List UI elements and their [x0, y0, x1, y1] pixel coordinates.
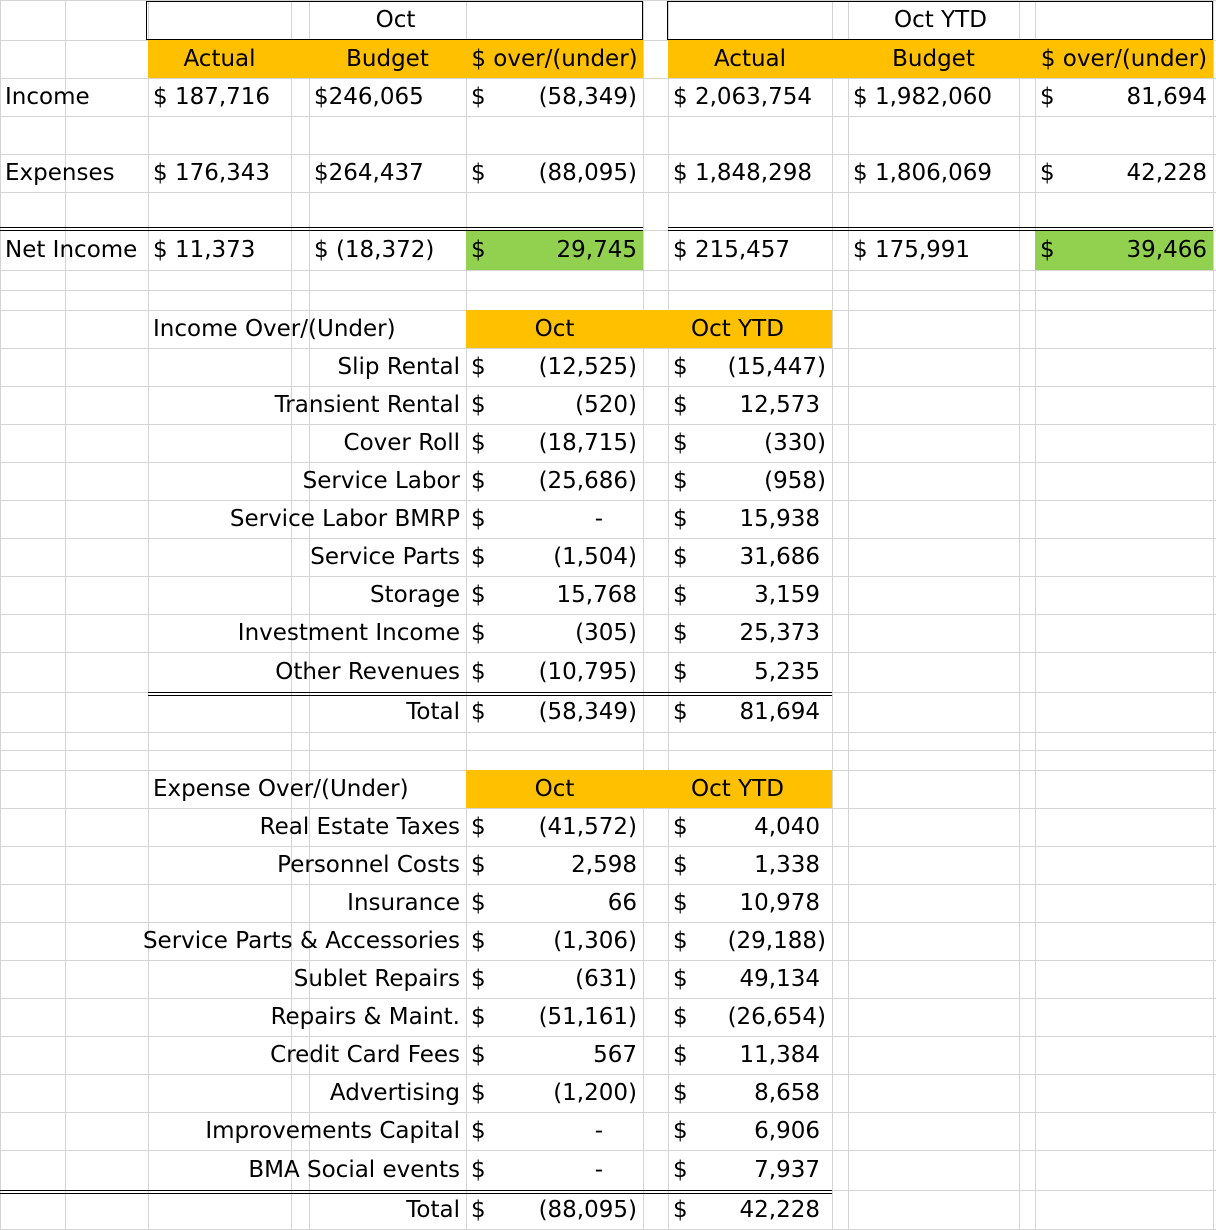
expense-detail-row-ytd-symbol[interactable]: $ [673, 1042, 688, 1068]
expense-detail-row-ytd-value[interactable]: 10,978 [739, 890, 820, 916]
income-detail-row-oct-symbol[interactable]: $ [471, 659, 486, 685]
income-ytd-budget[interactable]: $ 1,982,060 [853, 84, 992, 110]
net-income-oct-over[interactable]: 29,745 [556, 237, 637, 263]
income-detail-row-ytd-symbol[interactable]: $ [673, 392, 688, 418]
expense-detail-row-ytd-value[interactable]: 8,658 [754, 1080, 820, 1106]
income-detail-row-ytd-value[interactable]: 25,373 [739, 620, 820, 646]
expense-detail-ytd-header[interactable]: Oct YTD [691, 776, 784, 802]
income-detail-row-ytd-value[interactable]: 3,159 [754, 582, 820, 608]
expense-detail-row-label[interactable]: Advertising [329, 1080, 460, 1106]
net-income-oct-over-symbol[interactable]: $ [471, 237, 486, 263]
expense-detail-row-label[interactable]: Credit Card Fees [270, 1042, 460, 1068]
expense-detail-row-label[interactable]: Insurance [347, 890, 460, 916]
income-ytd-over[interactable]: 81,694 [1126, 84, 1207, 110]
expense-detail-row-label[interactable]: Real Estate Taxes [259, 814, 460, 840]
expense-detail-row-oct-symbol[interactable]: $ [471, 1157, 486, 1183]
oct-budget-header[interactable]: Budget [346, 46, 429, 72]
expense-detail-row-ytd-value[interactable]: 7,937 [754, 1157, 820, 1183]
oct-actual-header[interactable]: Actual [183, 46, 256, 72]
income-detail-total-ytd-symbol[interactable]: $ [673, 699, 688, 725]
net-income-ytd-budget[interactable]: $ 175,991 [853, 237, 971, 263]
income-detail-row-label[interactable]: Storage [370, 582, 460, 608]
income-detail-row-ytd-symbol[interactable]: $ [673, 468, 688, 494]
income-detail-row-oct-symbol[interactable]: $ [471, 582, 486, 608]
income-detail-row-oct-symbol[interactable]: $ [471, 620, 486, 646]
expense-detail-row-ytd-value[interactable]: 6,906 [754, 1118, 820, 1144]
ytd-actual-header[interactable]: Actual [713, 46, 787, 72]
net-income-rule-1 [0, 227, 643, 228]
expense-detail-row-ytd-value[interactable]: 4,040 [754, 814, 820, 840]
net-income-label[interactable]: Net Income [5, 237, 138, 263]
expense-detail-row-oct-value[interactable]: (41,572) [538, 814, 637, 840]
oct-group-header[interactable]: Oct [375, 7, 416, 33]
income-detail-row-ytd-value[interactable]: 15,938 [739, 506, 820, 532]
expense-detail-row-ytd-value[interactable]: (26,654) [727, 1004, 826, 1030]
expense-detail-total-oct-value[interactable]: (88,095) [538, 1196, 637, 1223]
expense-detail-row-label[interactable]: Repairs & Maint. [270, 1004, 460, 1030]
income-detail-row-label[interactable]: Other Revenues [275, 659, 460, 685]
expense-detail-row-oct-value[interactable]: (1,200) [553, 1080, 637, 1106]
expense-detail-total-rule-left-1 [0, 1190, 148, 1191]
expenses-label[interactable]: Expenses [5, 160, 115, 186]
net-income-ytd-actual[interactable]: $ 215,457 [673, 237, 791, 263]
income-label[interactable]: Income [5, 84, 90, 110]
expense-detail-row-oct-symbol[interactable]: $ [471, 1080, 486, 1106]
income-detail-row-ytd-value[interactable]: (15,447) [727, 354, 826, 380]
expense-detail-row-label[interactable]: Sublet Repairs [293, 966, 460, 992]
income-detail-row-oct-symbol[interactable]: $ [471, 468, 486, 494]
expense-detail-row-oct-symbol[interactable]: $ [471, 852, 486, 878]
income-detail-row-oct-value[interactable]: (10,795) [538, 659, 637, 685]
income-detail-row-ytd-symbol[interactable]: $ [673, 430, 688, 456]
net-income-rule-2 [0, 230, 643, 231]
ytd-over-header[interactable]: $ over/(under) [1040, 46, 1208, 72]
income-detail-row-oct-value[interactable]: (12,525) [538, 354, 637, 380]
net-income-ytd-over[interactable]: 39,466 [1126, 237, 1207, 263]
expense-detail-row-ytd-value[interactable]: 11,384 [739, 1042, 820, 1068]
expense-detail-oct-header[interactable]: Oct [534, 776, 575, 802]
expense-detail-total-rule-left-2 [0, 1193, 148, 1194]
income-detail-row-ytd-value[interactable]: (958) [764, 468, 826, 494]
oct-group-border-left [146, 1, 147, 40]
expense-detail-row-ytd-symbol[interactable]: $ [673, 928, 688, 954]
income-detail-row-ytd-value[interactable]: 12,573 [739, 392, 820, 418]
grid-row-line [0, 290, 1216, 291]
income-detail-total-label[interactable]: Total [406, 699, 460, 725]
income-detail-row-oct-value[interactable]: (520) [575, 392, 637, 418]
income-detail-row-label[interactable]: Investment Income [237, 620, 460, 646]
income-ytd-over-symbol[interactable]: $ [1040, 84, 1055, 110]
expense-detail-row-oct-symbol[interactable]: $ [471, 1004, 486, 1030]
expenses-oct-over-symbol[interactable]: $ [471, 160, 486, 186]
income-detail-row-ytd-value[interactable]: 5,235 [754, 659, 820, 685]
income-detail-row-ytd-symbol[interactable]: $ [673, 506, 688, 532]
expense-detail-row-oct-value[interactable]: - [594, 1118, 603, 1144]
income-detail-row-label[interactable]: Cover Roll [343, 430, 460, 456]
expense-detail-row-ytd-symbol[interactable]: $ [673, 1157, 688, 1183]
income-detail-row-oct-symbol[interactable]: $ [471, 506, 486, 532]
income-detail-oct-header[interactable]: Oct [534, 316, 575, 342]
income-detail-row-oct-symbol[interactable]: $ [471, 392, 486, 418]
expenses-ytd-over-symbol[interactable]: $ [1040, 160, 1055, 186]
net-income-ytd-rule-2 [668, 230, 1213, 231]
income-detail-row-ytd-value[interactable]: 31,686 [739, 544, 820, 570]
income-detail-row-oct-value[interactable]: 15,768 [556, 582, 637, 608]
expense-detail-row-oct-value[interactable]: 567 [593, 1042, 637, 1068]
expense-detail-row-oct-value[interactable]: (51,161) [538, 1004, 637, 1030]
expense-detail-row-oct-value[interactable]: - [594, 1157, 603, 1183]
income-detail-total-oct-value[interactable]: (58,349) [538, 699, 637, 725]
expenses-oct-budget[interactable]: $264,437 [314, 160, 424, 186]
income-detail-total-oct-symbol[interactable]: $ [471, 699, 486, 725]
expense-detail-row-oct-symbol[interactable]: $ [471, 1042, 486, 1068]
income-detail-row-label[interactable]: Transient Rental [274, 392, 460, 418]
expense-detail-row-oct-symbol[interactable]: $ [471, 966, 486, 992]
expense-detail-row-oct-value[interactable]: (1,306) [553, 928, 637, 954]
income-detail-row-oct-symbol[interactable]: $ [471, 354, 486, 380]
expense-detail-row-label[interactable]: Improvements Capital [205, 1118, 460, 1144]
income-detail-row-oct-symbol[interactable]: $ [471, 430, 486, 456]
ytd-budget-header[interactable]: Budget [892, 46, 975, 72]
grid-row-line [0, 116, 1216, 117]
net-income-ytd-over-symbol[interactable]: $ [1040, 237, 1055, 263]
income-detail-row-oct-value[interactable]: (25,686) [538, 468, 637, 494]
expense-detail-row-ytd-symbol[interactable]: $ [673, 1118, 688, 1144]
grid-row-line [0, 750, 1216, 751]
expense-detail-row-ytd-symbol[interactable]: $ [673, 890, 688, 916]
expense-detail-row-ytd-symbol[interactable]: $ [673, 814, 688, 840]
expense-detail-row-oct-symbol[interactable]: $ [471, 1118, 486, 1144]
expenses-ytd-actual[interactable]: $ 1,848,298 [673, 160, 812, 186]
expense-detail-row-oct-value[interactable]: 66 [607, 890, 637, 916]
expense-detail-row-ytd-symbol[interactable]: $ [673, 966, 688, 992]
income-oct-over[interactable]: (58,349) [538, 84, 637, 110]
expense-detail-row-label[interactable]: Service Parts & Accessories [142, 928, 460, 954]
income-detail-row-ytd-symbol[interactable]: $ [673, 544, 688, 570]
expense-detail-title[interactable]: Expense Over/(Under) [153, 776, 409, 802]
expense-detail-row-label[interactable]: Personnel Costs [277, 852, 460, 878]
income-detail-row-oct-value[interactable]: (1,504) [553, 544, 637, 570]
expenses-ytd-budget[interactable]: $ 1,806,069 [853, 160, 992, 186]
expense-detail-row-ytd-symbol[interactable]: $ [673, 1080, 688, 1106]
income-detail-row-ytd-value[interactable]: (330) [764, 430, 826, 456]
income-detail-row-ytd-symbol[interactable]: $ [673, 354, 688, 380]
oct-over-header[interactable]: $ over/(under) [471, 46, 638, 72]
expenses-ytd-over[interactable]: 42,228 [1126, 160, 1207, 186]
expense-detail-row-ytd-value[interactable]: (29,188) [727, 928, 826, 954]
grid-row-line [0, 270, 1216, 271]
income-detail-row-label[interactable]: Service Labor [302, 468, 460, 494]
income-detail-row-label[interactable]: Service Parts [310, 544, 460, 570]
expense-detail-total-ytd-value[interactable]: 42,228 [739, 1196, 820, 1223]
expense-detail-row-ytd-symbol[interactable]: $ [673, 1004, 688, 1030]
income-detail-row-ytd-symbol[interactable]: $ [673, 620, 688, 646]
ytd-group-header[interactable]: Oct YTD [894, 7, 987, 33]
expense-detail-total-oct-symbol[interactable]: $ [471, 1196, 486, 1223]
expense-detail-total-label[interactable]: Total [406, 1196, 460, 1223]
expense-detail-row-ytd-symbol[interactable]: $ [673, 852, 688, 878]
expense-detail-row-oct-value[interactable]: 2,598 [571, 852, 637, 878]
income-oct-over-symbol[interactable]: $ [471, 84, 486, 110]
income-detail-row-oct-value[interactable]: - [594, 506, 603, 532]
income-detail-row-oct-value[interactable]: (18,715) [538, 430, 637, 456]
net-income-oct-budget[interactable]: $ (18,372) [314, 237, 435, 263]
expense-detail-total-ytd-symbol[interactable]: $ [673, 1196, 688, 1223]
expense-detail-row-ytd-value[interactable]: 49,134 [739, 966, 820, 992]
expense-detail-row-oct-symbol[interactable]: $ [471, 928, 486, 954]
net-income-ytd-rule-1 [668, 227, 1213, 228]
income-ytd-actual[interactable]: $ 2,063,754 [673, 84, 812, 110]
income-detail-row-ytd-symbol[interactable]: $ [673, 582, 688, 608]
expense-detail-row-oct-value[interactable]: (631) [575, 966, 637, 992]
income-detail-row-oct-value[interactable]: (305) [575, 620, 637, 646]
expenses-oct-actual[interactable]: $ 176,343 [153, 160, 271, 186]
grid-row-line [0, 192, 1216, 193]
income-oct-actual[interactable]: $ 187,716 [153, 84, 271, 110]
expense-detail-row-oct-symbol[interactable]: $ [471, 814, 486, 840]
income-detail-title[interactable]: Income Over/(Under) [153, 316, 396, 342]
grid-row-line [0, 732, 1216, 733]
income-oct-budget[interactable]: $246,065 [314, 84, 424, 110]
income-detail-row-label[interactable]: Service Labor BMRP [229, 506, 460, 532]
expenses-oct-over[interactable]: (88,095) [538, 160, 637, 186]
income-detail-row-label[interactable]: Slip Rental [337, 354, 460, 380]
income-detail-row-ytd-symbol[interactable]: $ [673, 659, 688, 685]
income-detail-row-oct-symbol[interactable]: $ [471, 544, 486, 570]
net-income-oct-actual[interactable]: $ 11,373 [153, 237, 256, 263]
expense-detail-row-label[interactable]: BMA Social events [248, 1157, 460, 1183]
expense-detail-row-ytd-value[interactable]: 1,338 [754, 852, 820, 878]
income-detail-total-ytd-value[interactable]: 81,694 [739, 699, 820, 725]
expense-detail-row-oct-symbol[interactable]: $ [471, 890, 486, 916]
income-detail-ytd-header[interactable]: Oct YTD [691, 316, 784, 342]
